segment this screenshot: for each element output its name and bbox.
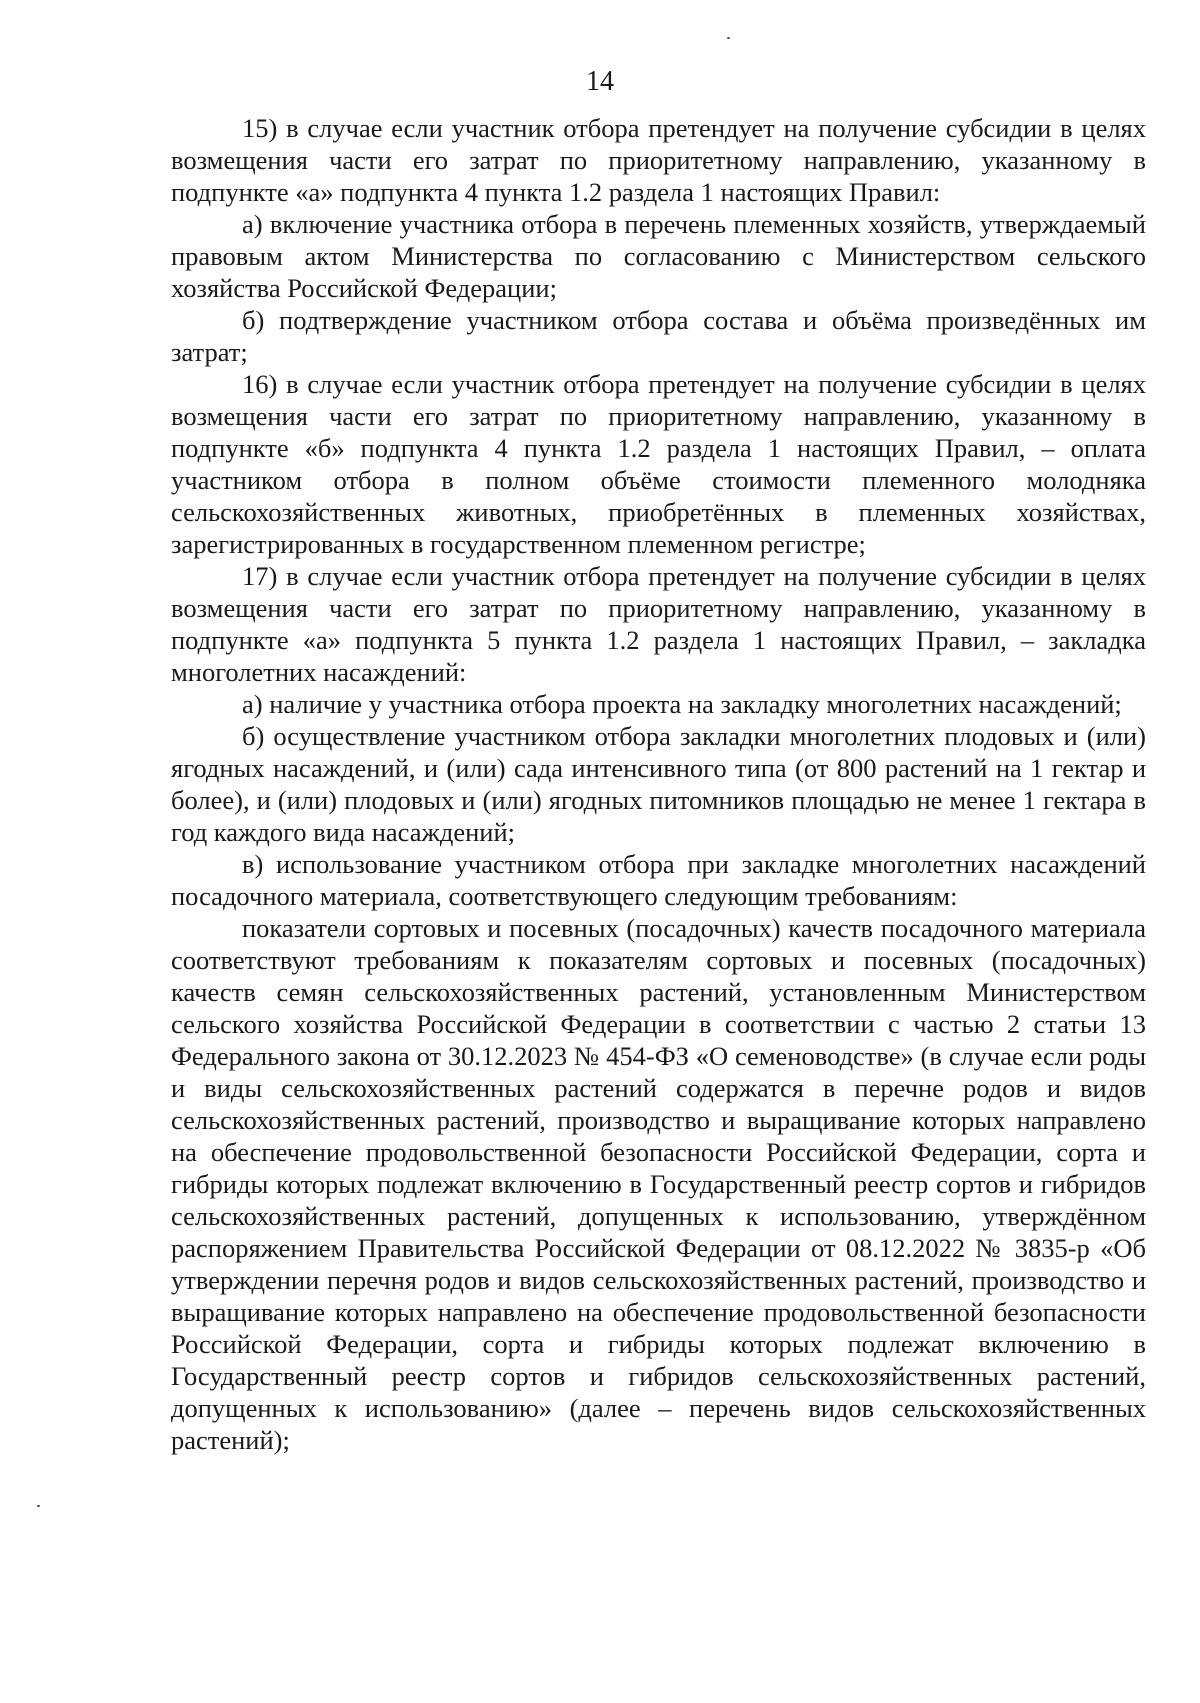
paragraph-subitem-17v: в) использование участником отбора при закладке многолетних насаждений посадочного материала, соответствующего следующим требованиям: (171, 849, 1146, 911)
document-body (171, 112, 1146, 1456)
scan-speck (37, 1505, 40, 1507)
paragraph-subitem-17b: б) осуществление участником отбора закладки многолетних плодовых и (или) ягодных насаждений, и (или) сада интенсивного типа (от 800 растений на 1 гектар и более), и (или) плодовых и (или) ягодных питомников площадью не менее 1 гектара в год каждого вида насаждений; (171, 721, 1146, 847)
paragraph-subitem-15b: б) подтверждение участником отбора состава и объёма произведённых им затрат; (171, 305, 1146, 367)
scan-speck (727, 37, 730, 39)
paragraph-item-15: 15) в случае если участник отбора претендует на получение субсидии в целях возмещения части его затрат по приоритетному направлению, указанному в подпункте «а» подпункта 4 пункта 1.2 раздела 1 настоящих Правил: (171, 113, 1146, 207)
page-number: 14 (586, 66, 614, 97)
paragraph-subitem-15a: а) включение участника отбора в перечень племенных хозяйств, утверждаемый правовым актом Министерства по согласованию с Министерством сельского хозяйства Российской Федерации; (171, 209, 1146, 303)
paragraph-subitem-17a: а) наличие у участника отбора проекта на закладку многолетних насаждений; (242, 689, 1122, 719)
paragraph-requirements: показатели сортовых и посевных (посадочных) качеств посадочного материала соответствуют требованиям к показателям сортовых и посевных (посадочных) качеств семян сельскохозяйственных растений, установленным Министерством сельского хозяйства Российской Федерации в соответствии с частью 2 статьи 13 Федерального закона от 30.12.2023 № 454-ФЗ «О семеноводстве» (в случае если роды и виды сельскохозяйственных растений содержатся в перечне родов и видов сельскохозяйственных растений, производство и выращивание которых направлено на обеспечение продовольственной безопасности Российской Федерации, сорта и гибриды которых подлежат включению в Государственный реестр сортов и гибридов сельскохозяйственных растений, допущенных к использованию, утверждённом распоряжением Правительства Российской Федерации от 08.12.2022 № 3835-р «Об утверждении перечня родов и видов сельскохозяйственных растений, производство и выращивание которых направлено на обеспечение продовольственной безопасности Российской Федерации, сорта и гибриды которых подлежат включению в Государственный реестр сортов и гибридов сельскохозяйственных растений, допущенных к использованию» (далее – перечень видов сельскохозяйственных растений); (171, 913, 1146, 1455)
paragraph-item-16: 16) в случае если участник отбора претендует на получение субсидии в целях возмещения части его затрат по приоритетному направлению, указанному в подпункте «б» подпункта 4 пункта 1.2 раздела 1 настоящих Правил, – оплата участником отбора в полном объёме стоимости племенного молодняка сельскохозяйственных животных, приобретённых в племенных хозяйствах, зарегистрированных в государственном племенном регистре; (171, 369, 1146, 559)
paragraph-item-17: 17) в случае если участник отбора претендует на получение субсидии в целях возмещения части его затрат по приоритетному направлению, указанному в подпункте «а» подпункта 5 пункта 1.2 раздела 1 настоящих Правил, – закладка многолетних насаждений: (171, 561, 1146, 687)
